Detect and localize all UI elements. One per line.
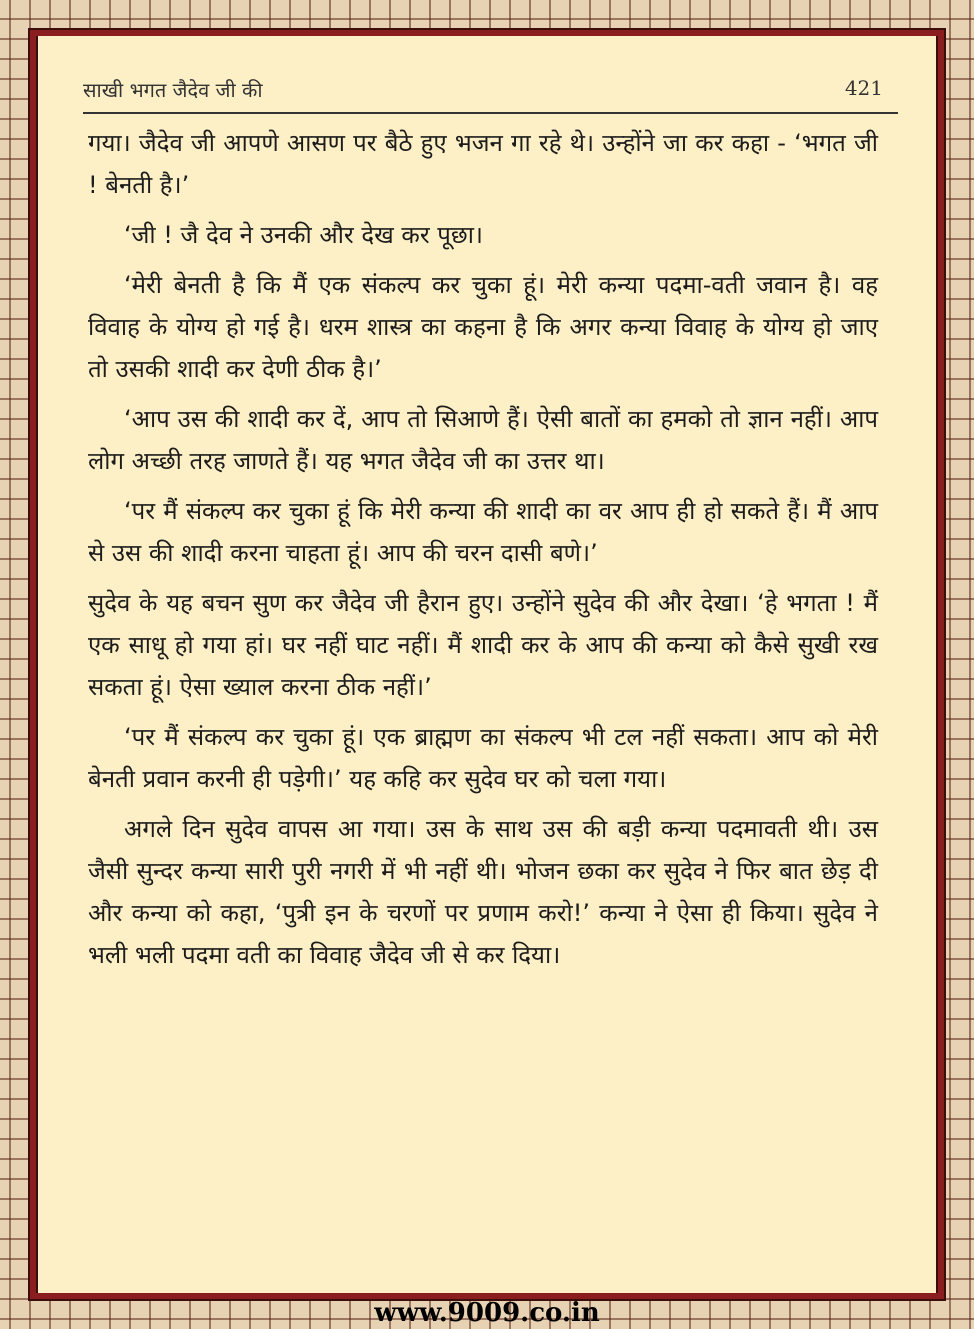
page-number: 421	[844, 76, 883, 100]
header-rule	[83, 112, 898, 114]
book-page	[38, 36, 936, 1293]
running-title: साखी भगत जैदेव जी की	[83, 78, 263, 102]
page-header	[83, 76, 883, 108]
paragraph: ‘आप उस की शादी कर दें, आप तो सिआणे हैं। ऐसी बातों का हमको तो ज्ञान नहीं। आप लोग अच्छी तरह जाणते हैं। यह भगत जैदेव जी का उत्तर था।	[88, 405, 878, 475]
paragraph: ‘जी ! जै देव ने उनकी और देख कर पूछा।	[124, 221, 484, 249]
paragraph: गया। जैदेव जी आपणे आसण पर बैठे हुए भजन गा रहे थे। उन्होंने जा कर कहा - ‘भगत जी ! बेनती है।’	[88, 129, 878, 199]
paragraph: ‘मेरी बेनती है कि मैं एक संकल्प कर चुका हूं। मेरी कन्या पदमा-वती जवान है। वह विवाह के योग्य हो गई है। धरम शास्त्र का कहना है कि अगर कन्या विवाह के योग्य हो जाए तो उसकी शादी कर देणी ठीक है।’	[88, 271, 878, 383]
paragraph: अगले दिन सुदेव वापस आ गया। उस के साथ उस की बड़ी कन्या पदमावती थी। उस जैसी सुन्दर कन्या सारी पुरी नगरी में भी नहीं थी। भोजन छका कर सुदेव ने फिर बात छेड़ दी और कन्या को कहा, ‘पुत्री इन के चरणों पर प्रणाम करो!’ कन्या ने ऐसा ही किया। सुदेव ने भली भली पदमा वती का विवाह जैदेव जी से कर दिया।	[88, 815, 878, 969]
footer	[0, 1296, 974, 1329]
paragraph: ‘पर मैं संकल्प कर चुका हूं कि मेरी कन्या की शादी का वर आप ही हो सकते हैं। मैं आप से उस की शादी करना चाहता हूं। आप की चरन दासी बणे।’	[88, 497, 878, 567]
paragraph: सुदेव के यह बचन सुण कर जैदेव जी हैरान हुए। उन्होंने सुदेव की और देखा। ‘हे भगता ! मैं एक साधू हो गया हां। घर नहीं घाट नहीं। मैं शादी कर के आप की कन्या को कैसे सुखी रख सकता हूं। ऐसा ख्याल करना ठीक नहीं।’	[88, 589, 878, 701]
paragraph: ‘पर मैं संकल्प कर चुका हूं। एक ब्राह्मण का संकल्प भी टल नहीं सकता। आप को मेरी बेनती प्रवान करनी ही पड़ेगी।’ यह कहि कर सुदेव घर को चला गया।	[88, 723, 878, 793]
page-body	[88, 122, 878, 984]
website-url: www.9009.co.in	[374, 1298, 600, 1328]
